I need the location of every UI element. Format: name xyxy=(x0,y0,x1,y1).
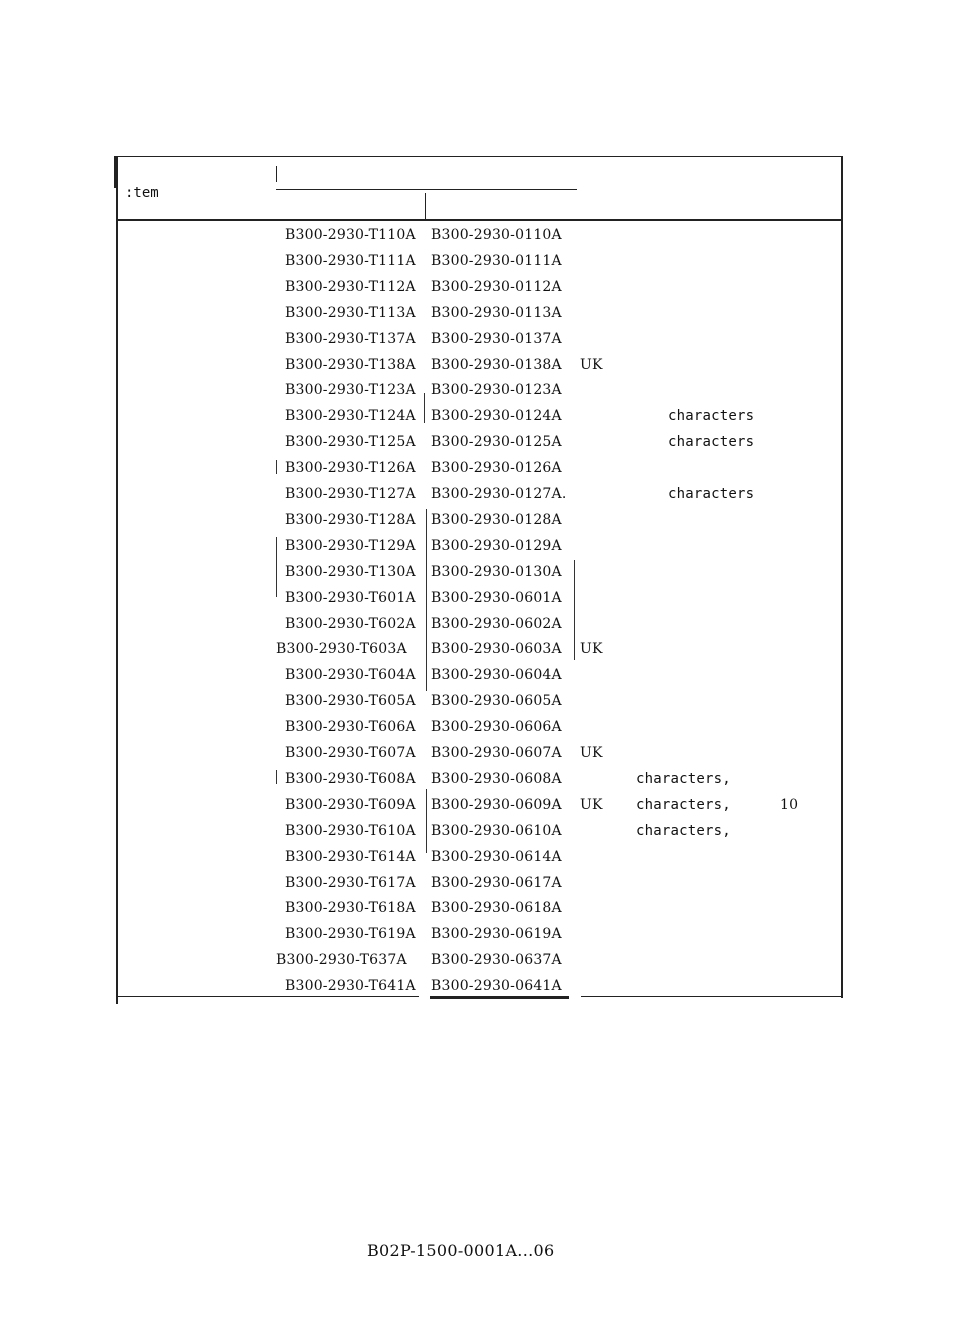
cell-part-number-t: B300-2930-T110A xyxy=(285,227,416,243)
cell-part-number: B300-2930-0125A xyxy=(431,434,562,451)
cell-part-number-t: B300-2930-T112A xyxy=(285,278,416,295)
table-row xyxy=(0,766,959,792)
cell-part-number-t: B300-2930-T137A xyxy=(285,330,416,347)
cell-part-number: B300-2930-0128A xyxy=(431,511,562,528)
cell-part-number-t: B300-2930-T605A xyxy=(285,693,416,710)
cell-part-number: B300-2930-0610A xyxy=(431,822,562,839)
cell-part-number-t: B300-2930-T128A xyxy=(285,511,416,528)
table-row xyxy=(0,895,959,921)
cell-part-number: B300-2930-0602A xyxy=(431,615,562,632)
cell-part-number-t: B300-2930-T127A xyxy=(285,486,416,502)
table-row xyxy=(0,481,959,507)
cell-part-number-t: B300-2930-T113A xyxy=(285,304,416,321)
cell-part-number-t: B300-2930-T130A xyxy=(285,563,416,580)
table-row xyxy=(0,947,959,973)
cell-description: characters, xyxy=(636,770,731,787)
table-border-top xyxy=(116,156,843,157)
cell-part-number-t: B300-2930-T129A xyxy=(285,537,416,554)
table-row xyxy=(0,300,959,326)
cell-part-number: B300-2930-0138A xyxy=(431,356,562,373)
cell-part-number: B300-2930-0614A xyxy=(431,848,562,865)
cell-part-number-t: B300-2930-T138A xyxy=(285,356,416,373)
table-row xyxy=(0,403,959,429)
cell-part-number-t: B300-2930-T614A xyxy=(285,848,416,865)
cell-country-code: UK xyxy=(580,796,603,813)
table-row xyxy=(0,377,959,403)
cell-quantity: 10 xyxy=(780,796,799,813)
cell-part-number: B300-2930-0604A xyxy=(431,667,562,684)
table-row xyxy=(0,326,959,352)
cell-description: characters, xyxy=(636,822,731,839)
cell-part-number: B300-2930-0605A xyxy=(431,693,562,710)
table-row xyxy=(0,818,959,844)
cell-part-number: B300-2930-0112A xyxy=(431,278,562,295)
cell-part-number: B300-2930-0607A xyxy=(431,745,562,761)
cell-part-number: B300-2930-0617A xyxy=(431,874,562,891)
document-id: B02P-1500-0001A...06 xyxy=(367,1241,555,1260)
table-row xyxy=(0,533,959,559)
cell-part-number-t: B300-2930-T126A xyxy=(285,460,416,477)
cell-part-number: B300-2930-0126A xyxy=(431,460,562,477)
cell-part-number-t: B300-2930-T123A xyxy=(285,382,416,399)
header-subdivider xyxy=(276,189,577,190)
cell-part-number: B300-2930-0129A xyxy=(431,537,562,554)
table-border-left-tick xyxy=(114,156,116,188)
cell-part-number: B300-2930-0124A xyxy=(431,408,562,425)
cell-part-number: B300-2930-0619A xyxy=(431,926,562,943)
cell-part-number: B300-2930-0137A xyxy=(431,330,562,347)
cell-part-number: B300-2930-0123A xyxy=(431,382,562,399)
table-row xyxy=(0,870,959,896)
cell-part-number-t: B300-2930-T609A xyxy=(285,796,416,813)
table-row xyxy=(0,352,959,378)
cell-part-number-t: B300-2930-T606A xyxy=(285,719,416,736)
table-row xyxy=(0,222,959,248)
header-divider xyxy=(116,219,843,221)
cell-part-number-t: B300-2930-T602A xyxy=(285,615,416,632)
table-row xyxy=(0,636,959,662)
cell-part-number: B300-2930-0609A xyxy=(431,796,562,813)
cell-part-number-t: B300-2930-T618A xyxy=(285,900,416,917)
table-row xyxy=(0,429,959,455)
table-row xyxy=(0,455,959,481)
header-column-tick xyxy=(425,193,426,220)
cell-part-number: B300-2930-0603A xyxy=(431,641,562,658)
cell-part-number-t: B300-2930-T604A xyxy=(285,667,416,684)
cell-part-number-t: B300-2930-T607A xyxy=(285,745,416,761)
cell-country-code: UK xyxy=(580,356,603,373)
table-row xyxy=(0,740,959,766)
table-row xyxy=(0,611,959,637)
cell-country-code: UK xyxy=(580,745,603,761)
cell-part-number: B300-2930-0110A xyxy=(431,227,562,243)
table-row xyxy=(0,248,959,274)
cell-part-number: B300-2930-0111A xyxy=(431,252,562,269)
table-row xyxy=(0,973,959,999)
table-row xyxy=(0,662,959,688)
cell-part-number: B300-2930-0127A. xyxy=(431,486,567,502)
cell-part-number-t: B300-2930-T111A xyxy=(285,252,416,269)
table-row xyxy=(0,274,959,300)
cell-part-number: B300-2930-0641A xyxy=(431,978,562,995)
table-row xyxy=(0,844,959,870)
cell-part-number: B300-2930-0618A xyxy=(431,900,562,917)
table-row xyxy=(0,507,959,533)
cell-part-number-t: B300-2930-T601A xyxy=(285,589,416,606)
cell-part-number-t: B300-2930-T617A xyxy=(285,874,416,891)
cell-part-number-t: B300-2930-T619A xyxy=(285,926,416,943)
cell-description: characters xyxy=(668,408,755,425)
cell-part-number: B300-2930-0637A xyxy=(431,952,562,969)
cell-part-number: B300-2930-0130A xyxy=(431,563,562,580)
cell-part-number-t: B300-2930-T608A xyxy=(285,770,416,787)
table-row xyxy=(0,714,959,740)
cell-description: characters, xyxy=(636,796,731,813)
table-row xyxy=(0,921,959,947)
table-row xyxy=(0,688,959,714)
cell-part-number-t: B300-2930-T124A xyxy=(285,408,416,425)
cell-part-number: B300-2930-0608A xyxy=(431,770,562,787)
table-row xyxy=(0,559,959,585)
cell-part-number: B300-2930-0601A xyxy=(431,589,562,606)
cell-part-number: B300-2930-0113A xyxy=(431,304,562,321)
cell-part-number-t: B300-2930-T637A xyxy=(276,952,407,969)
cell-part-number-t: B300-2930-T610A xyxy=(285,822,416,839)
cell-part-number-t: B300-2930-T125A xyxy=(285,434,416,451)
header-column-tick xyxy=(276,166,277,182)
cell-part-number: B300-2930-0606A xyxy=(431,719,562,736)
item-column-header: :tem xyxy=(125,185,159,201)
table-row xyxy=(0,792,959,818)
cell-country-code: UK xyxy=(580,641,603,658)
cell-part-number-t: B300-2930-T641A xyxy=(285,978,416,995)
cell-part-number-t: B300-2930-T603A xyxy=(276,641,407,658)
cell-description: characters xyxy=(668,434,755,451)
cell-description: characters xyxy=(668,486,755,502)
table-row xyxy=(0,585,959,611)
